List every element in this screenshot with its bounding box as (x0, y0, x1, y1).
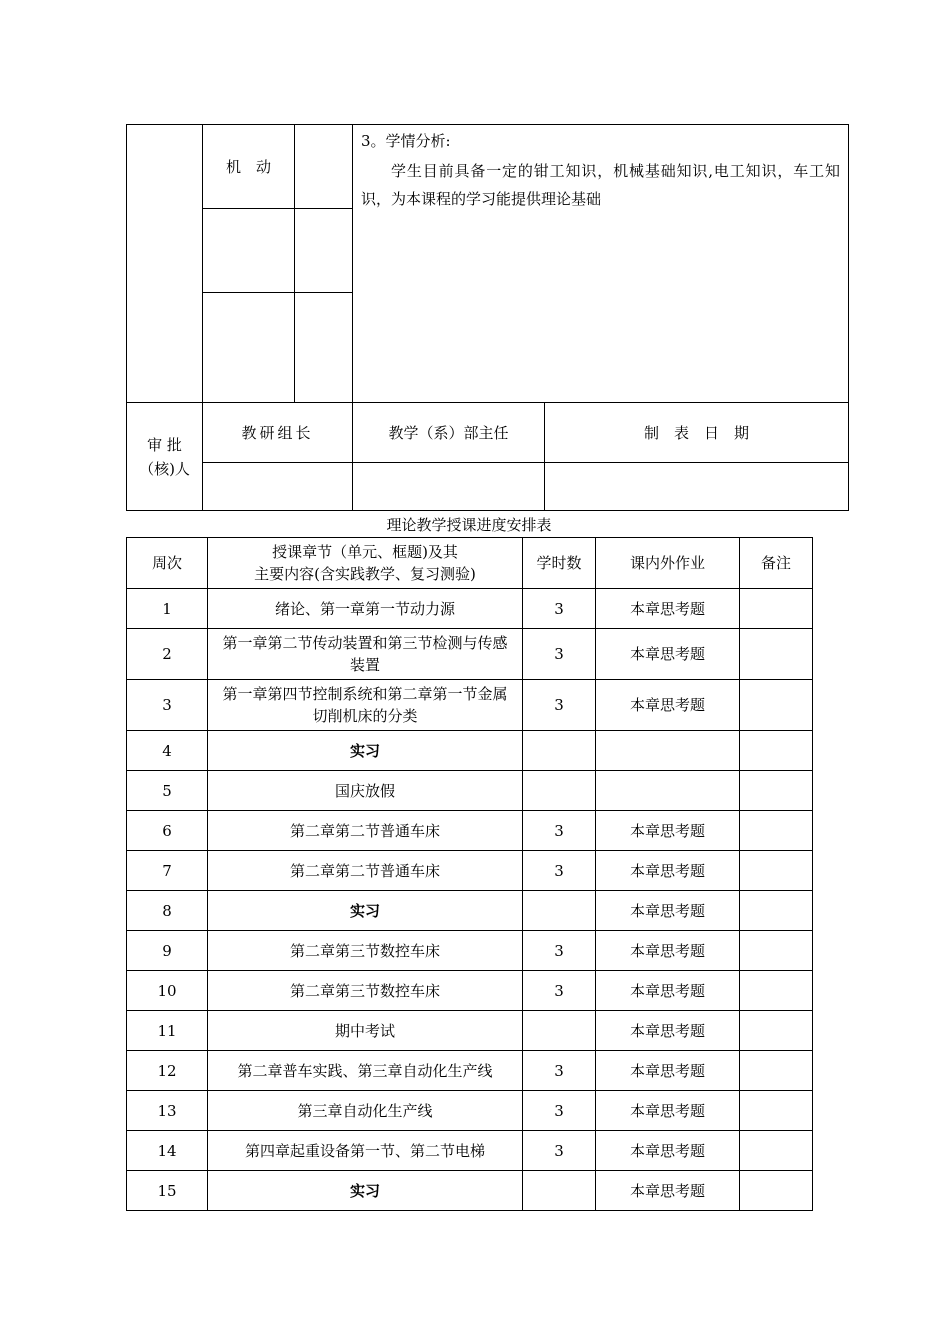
hours-cell: 3 (523, 589, 596, 629)
hours-cell: 3 (523, 1051, 596, 1091)
remarks-cell (740, 811, 813, 851)
hours-cell (523, 771, 596, 811)
student-analysis-cell (353, 125, 849, 403)
remarks-cell (740, 1051, 813, 1091)
table-row (127, 971, 813, 1011)
hours-cell: 3 (523, 931, 596, 971)
table-row (127, 1171, 813, 1211)
homework-cell: 本章思考题 (596, 680, 740, 731)
content-cell: 期中考试 (208, 1011, 523, 1051)
dept-director-signature (353, 463, 545, 511)
remarks-cell (740, 731, 813, 771)
remarks-cell (740, 1171, 813, 1211)
content-cell: 国庆放假 (208, 771, 523, 811)
content-cell: 第二章第三节数控车床 (208, 971, 523, 1011)
blank-cell (295, 125, 353, 209)
table-row (127, 680, 813, 731)
content-cell: 第一章第二节传动装置和第三节检测与传感装置 (208, 629, 523, 680)
blank-cell (203, 209, 295, 293)
hours-cell (523, 1011, 596, 1051)
form-date-value (545, 463, 849, 511)
table-row (127, 1091, 813, 1131)
analysis-body: 学生目前具备一定的钳工知识，机械基础知识,电工知识，车工知识，为本课程的学习能提供理论基础 (361, 162, 840, 208)
week-cell: 1 (127, 589, 208, 629)
homework-cell: 本章思考题 (596, 1051, 740, 1091)
week-cell: 2 (127, 629, 208, 680)
week-cell: 10 (127, 971, 208, 1011)
remarks-cell (740, 589, 813, 629)
homework-cell (596, 771, 740, 811)
blank-cell (127, 125, 203, 403)
content-cell: 第一章第四节控制系统和第二章第一节金属切削机床的分类 (208, 680, 523, 731)
remarks-cell (740, 971, 813, 1011)
homework-cell: 本章思考题 (596, 589, 740, 629)
remarks-cell (740, 680, 813, 731)
week-cell: 6 (127, 811, 208, 851)
schedule-table (126, 537, 813, 1211)
week-cell: 14 (127, 1131, 208, 1171)
blank-cell (295, 209, 353, 293)
content-cell: 实习 (208, 891, 523, 931)
remarks-cell (740, 931, 813, 971)
homework-cell: 本章思考题 (596, 1131, 740, 1171)
week-cell: 8 (127, 891, 208, 931)
week-cell: 7 (127, 851, 208, 891)
remarks-cell (740, 851, 813, 891)
content-cell: 第二章第二节普通车床 (208, 851, 523, 891)
table-row (127, 1011, 813, 1051)
hours-cell: 3 (523, 629, 596, 680)
dept-director-label: 教学（系）部主任 (353, 403, 545, 463)
table-row (127, 811, 813, 851)
content-cell: 绪论、第一章第一节动力源 (208, 589, 523, 629)
table-row (127, 589, 813, 629)
approval-label (127, 403, 203, 511)
homework-cell: 本章思考题 (596, 851, 740, 891)
homework-cell: 本章思考题 (596, 629, 740, 680)
week-cell: 9 (127, 931, 208, 971)
blank-cell (203, 293, 295, 403)
hours-cell (523, 731, 596, 771)
schedule-title: 理论教学授课进度安排表 (386, 516, 552, 534)
week-cell: 5 (127, 771, 208, 811)
table-row (127, 731, 813, 771)
content-cell: 实习 (208, 1171, 523, 1211)
schedule-header-row (127, 538, 813, 589)
week-cell: 3 (127, 680, 208, 731)
homework-cell (596, 731, 740, 771)
content-cell: 第三章自动化生产线 (208, 1091, 523, 1131)
remarks-cell (740, 891, 813, 931)
hours-cell: 3 (523, 971, 596, 1011)
content-cell: 实习 (208, 731, 523, 771)
header-hours: 学时数 (523, 538, 596, 589)
header-content (208, 538, 523, 589)
blank-cell (295, 293, 353, 403)
hours-cell: 3 (523, 851, 596, 891)
remarks-cell (740, 771, 813, 811)
hours-cell (523, 891, 596, 931)
table-row (127, 1051, 813, 1091)
hours-cell (523, 1171, 596, 1211)
header-week: 周次 (127, 538, 208, 589)
homework-cell: 本章思考题 (596, 891, 740, 931)
homework-cell: 本章思考题 (596, 1091, 740, 1131)
remarks-cell (740, 629, 813, 680)
homework-cell: 本章思考题 (596, 971, 740, 1011)
remarks-cell (740, 1011, 813, 1051)
table-row (127, 771, 813, 811)
hours-cell: 3 (523, 811, 596, 851)
table-row (127, 931, 813, 971)
header-remarks: 备注 (740, 538, 813, 589)
homework-cell: 本章思考题 (596, 931, 740, 971)
remarks-cell (740, 1131, 813, 1171)
form-date-label: 制 表 日 期 (545, 403, 849, 463)
remarks-cell (740, 1091, 813, 1131)
course-plan-table (126, 124, 849, 511)
table-row (127, 851, 813, 891)
header-content-line2: 主要内容(含实践教学、复习测验) (254, 565, 476, 583)
analysis-heading: 3。学情分析: (361, 132, 451, 150)
hours-cell: 3 (523, 1131, 596, 1171)
table-row (127, 1131, 813, 1171)
hours-cell: 3 (523, 680, 596, 731)
content-cell: 第四章起重设备第一节、第二节电梯 (208, 1131, 523, 1171)
activity-label: 机 动 (203, 125, 295, 209)
schedule-body (127, 589, 813, 1211)
homework-cell: 本章思考题 (596, 1011, 740, 1051)
hours-cell: 3 (523, 1091, 596, 1131)
content-cell: 第二章第三节数控车床 (208, 931, 523, 971)
group-leader-signature (203, 463, 353, 511)
homework-cell: 本章思考题 (596, 1171, 740, 1211)
homework-cell: 本章思考题 (596, 811, 740, 851)
table-row (127, 891, 813, 931)
approval-label-text: 审 批（核)人 (139, 435, 190, 478)
week-cell: 12 (127, 1051, 208, 1091)
table-row (127, 629, 813, 680)
content-cell: 第二章普车实践、第三章自动化生产线 (208, 1051, 523, 1091)
week-cell: 11 (127, 1011, 208, 1051)
header-homework: 课内外作业 (596, 538, 740, 589)
week-cell: 4 (127, 731, 208, 771)
week-cell: 15 (127, 1171, 208, 1211)
group-leader-label: 教研组长 (203, 403, 353, 463)
week-cell: 13 (127, 1091, 208, 1131)
header-content-line1: 授课章节（单元、框题)及其 (272, 543, 458, 561)
content-cell: 第二章第二节普通车床 (208, 811, 523, 851)
